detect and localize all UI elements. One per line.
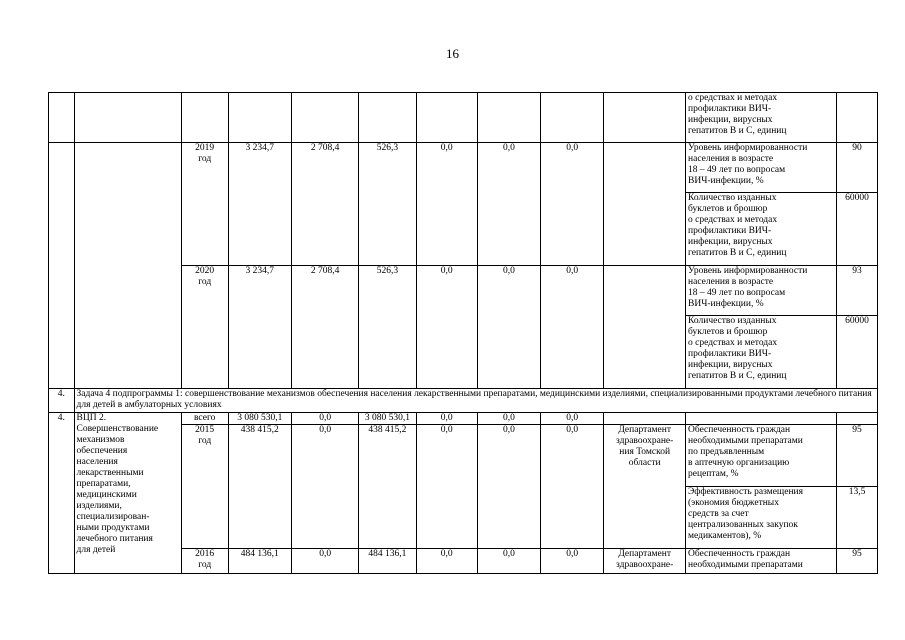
off-budget-cell: 0,0	[477, 266, 540, 389]
total-cell: 438 415,2	[228, 425, 291, 549]
local-cell: 0,0	[416, 266, 477, 389]
other-cell: 0,0	[541, 549, 604, 574]
indicator-cell: о средствах и методах профилактики ВИЧ- инфекции, вирусных гепатитов В и С, единиц	[686, 93, 837, 143]
federal-cell: 0,0	[291, 425, 358, 549]
regional-cell: 526,3	[359, 143, 416, 266]
year-cell: 2016 год	[181, 549, 228, 574]
local-cell: 0,0	[416, 143, 477, 266]
table-row	[49, 93, 878, 143]
task-row	[49, 389, 878, 413]
other-cell: 0,0	[541, 425, 604, 549]
local-cell: 0,0	[416, 549, 477, 574]
indicator-cell: Количество изданных буклетов и брошюр о средствах и методах профилактики ВИЧ- инфекции, вирусных гепатитов В и С, единиц	[686, 193, 837, 266]
indicator-value-cell: 90	[837, 143, 878, 193]
table-row	[49, 413, 878, 425]
total-cell: 3 234,7	[228, 143, 291, 266]
indicator-cell: Уровень информированности населения в возрасте 18 – 49 лет по вопросам ВИЧ-инфекции, %	[686, 143, 837, 193]
other-cell: 0,0	[541, 266, 604, 389]
indicator-cell: Обеспеченность граждан необходимыми препаратами	[686, 549, 837, 574]
total-cell: 3 080 530,1	[228, 413, 291, 425]
federal-cell: 2 708,4	[291, 266, 358, 389]
local-cell: 0,0	[416, 425, 477, 549]
executor-cell: Департамент здравоохране- ния Томской области	[604, 425, 686, 549]
total-cell: 484 136,1	[228, 549, 291, 574]
indicator-cell: Уровень информированности населения в возрасте 18 – 49 лет по вопросам ВИЧ-инфекции, %	[686, 266, 837, 316]
year-cell: всего	[181, 413, 228, 425]
row-number: 4.	[49, 413, 75, 574]
regional-cell: 526,3	[359, 266, 416, 389]
federal-cell: 2 708,4	[291, 143, 358, 266]
indicator-value-cell: 93	[837, 266, 878, 316]
indicator-value-cell: 95	[837, 549, 878, 574]
page-number: 16	[446, 46, 459, 61]
indicator-cell: Количество изданных буклетов и брошюр о средствах и методах профилактики ВИЧ- инфекции, вирусных гепатитов В и С, единиц	[686, 316, 837, 389]
other-cell: 0,0	[541, 143, 604, 266]
year-cell: 2019 год	[181, 143, 228, 266]
indicator-cell: Обеспеченность граждан необходимыми препаратами по предъявленным в аптечную организацию рецептам, %	[686, 425, 837, 487]
task-title: Задача 4 подпрограммы 1: совершенствование механизмов обеспечения населения лекарственными препаратами, медицинскими изделиями, специализированными продуктами лечебного питания для детей в амбулаторных условиях	[74, 389, 877, 413]
executor-cell: Департамент здравоохране-	[604, 549, 686, 574]
year-cell: 2015 год	[181, 425, 228, 549]
off-budget-cell: 0,0	[477, 425, 540, 549]
indicator-value-cell: 60000	[837, 193, 878, 266]
regional-cell: 438 415,2	[359, 425, 416, 549]
program-name: ВЦП 2. Совершенствование механизмов обеспечения населения лекарственными препаратами, медицинскими изделиями, специализирован- ными продуктами лечебного питания для детей	[74, 413, 181, 574]
local-cell: 0,0	[416, 413, 477, 425]
off-budget-cell: 0,0	[477, 413, 540, 425]
other-cell: 0,0	[541, 413, 604, 425]
total-cell: 3 234,7	[228, 266, 291, 389]
year-cell: 2020 год	[181, 266, 228, 389]
indicator-value-cell: 13,5	[837, 487, 878, 549]
regional-cell: 3 080 530,1	[359, 413, 416, 425]
regional-cell: 484 136,1	[359, 549, 416, 574]
off-budget-cell: 0,0	[477, 143, 540, 266]
program-table	[48, 92, 878, 574]
indicator-value-cell: 60000	[837, 316, 878, 389]
row-number: 4.	[49, 389, 75, 413]
table-row	[49, 143, 878, 193]
indicator-cell: Эффективность размещения (экономия бюджетных средств за счет централизованных закупок медикаментов), %	[686, 487, 837, 549]
federal-cell: 0,0	[291, 549, 358, 574]
federal-cell: 0,0	[291, 413, 358, 425]
off-budget-cell: 0,0	[477, 549, 540, 574]
indicator-value-cell: 95	[837, 425, 878, 487]
